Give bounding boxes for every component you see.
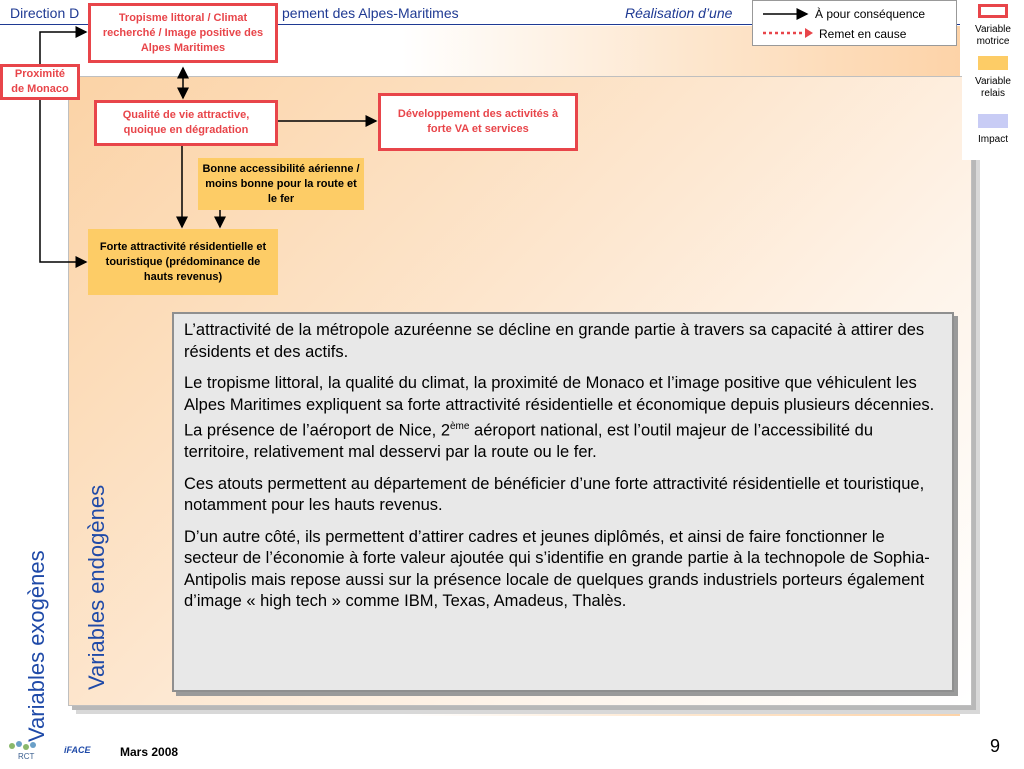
rct-logo <box>4 738 58 764</box>
explanation-textbox <box>172 312 954 692</box>
rct-logo-text: RCT <box>18 752 35 761</box>
box-attractivite: Forte attractivité résidentielle et touristique (prédominance de hauts revenus) <box>88 229 278 295</box>
paragraph-4: D’un autre côté, ils permettent d’attirer cadres et jeunes diplômés, et ainsi de faire fonctionner le secteur de l’économie à forte valeur ajoutée qui s’identifie en grande partie à la technopole de Sophia-Antipolis mais repose aussi sur la présence locale de quelques grands industriels porteurs également d’image « high tech » comme IBM, Texas, Amadeus, Thalès. <box>184 527 930 610</box>
paragraph-2: Le tropisme littoral, la qualité du climat, la proximité de Monaco et l’image positive que véhiculent les Alpes Maritimes expliquent sa forte attractivité résidentielle et économique depuis plusieurs décennies. La présence de l’aéroport de Nice, 2ème aéroport national, est l’outil majeur de l’accessibilité du territoire, relativement mal desservi par la route ou le fer. <box>184 374 935 461</box>
footer-date: Mars 2008 <box>120 745 179 759</box>
header-title-right: Réalisation d’une <box>625 5 733 21</box>
box-proximite-monaco: Proximité de Monaco <box>0 64 80 100</box>
legend-arrows <box>761 7 815 41</box>
legend-impact-swatch <box>978 114 1008 128</box>
box-tropisme: Tropisme littoral / Climat recherché / Image positive des Alpes Maritimes <box>88 3 278 63</box>
endogenous-label: Variables endogènes <box>84 484 109 690</box>
page-number: 9 <box>990 736 1001 756</box>
box-qualite-vie: Qualité de vie attractive, quoique en dégradation <box>94 100 278 146</box>
iface-logo: iFACE <box>64 745 91 755</box>
legend-relais-label: Variable relais <box>975 76 1011 99</box>
legend-remise-label: Remet en cause <box>819 27 907 41</box>
legend <box>752 0 957 46</box>
legend-motrice-label: Variable motrice <box>975 24 1011 47</box>
paragraph-3: Ces atouts permettent au département de bénéficier d’une forte attractivité résidentielle et touristique, notamment pour les hauts revenus. <box>184 474 925 514</box>
arrow-monaco-attractivite <box>40 100 86 262</box>
arrow-monaco-tropisme <box>40 32 86 64</box>
legend-motrice-swatch <box>978 4 1008 18</box>
legend-relais-swatch <box>978 56 1008 70</box>
box-accessibilite: Bonne accessibilité aérienne / moins bonne pour la route et le fer <box>198 158 364 210</box>
variable-type-legend <box>962 0 1024 160</box>
legend-consequence-label: À pour conséquence <box>815 7 926 21</box>
legend-impact-label: Impact <box>977 134 1008 145</box>
paragraph-1: L’attractivité de la métropole azuréenne se décline en grande partie à travers sa capacité à attirer des résidents et des actifs. <box>184 321 925 361</box>
header-title-continued: pement des Alpes-Maritimes <box>282 5 459 21</box>
header-title-left: Direction D <box>10 5 80 21</box>
box-developpement: Développement des activités à forte VA et services <box>378 93 578 151</box>
exogenous-label: Variables exogènes <box>24 550 49 742</box>
